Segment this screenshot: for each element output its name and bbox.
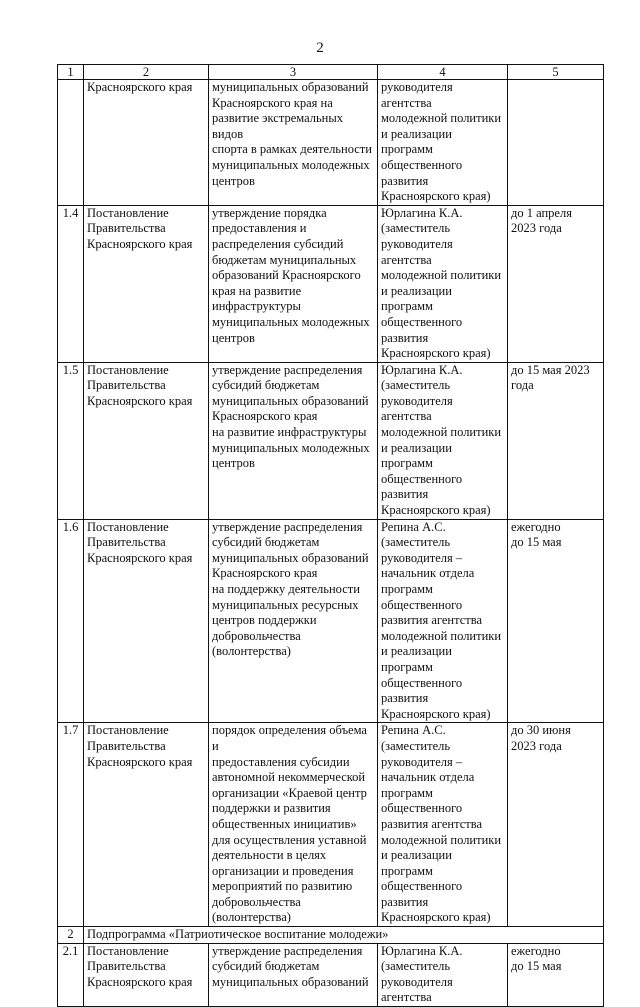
row-number: 1.5 (58, 362, 84, 519)
responsible-person-cell: Юрлагина К.А. (заместитель руководителя агентства молодежной политики и реализации программ общественного развития Красноярского края) (378, 362, 508, 519)
header-cell-3: 3 (209, 65, 378, 80)
document-type-cell: Постановление Правительства Красноярского края (84, 519, 209, 723)
deadline-cell: до 15 мая 2023 года (508, 362, 604, 519)
document-subject-cell: утверждение распределения субсидий бюджетам муниципальных образований Красноярского края на поддержку деятельности муниципальных ресурсных центров поддержки добровольчества (волонтерства) (209, 519, 378, 723)
document-table (57, 64, 604, 1007)
document-type-cell: Постановление Правительства Красноярского края (84, 362, 209, 519)
document-type-cell: Постановление Правительства Красноярского края (84, 205, 209, 362)
deadline-cell (508, 80, 604, 206)
table-header-row (58, 65, 604, 80)
table-row (58, 519, 604, 723)
table-row (58, 205, 604, 362)
header-cell-5: 5 (508, 65, 604, 80)
responsible-person-cell: руководителя агентства молодежной политики и реализации программ общественного развития Красноярского края) (378, 80, 508, 206)
subprogram-number: 2 (58, 927, 84, 944)
row-number: 1.4 (58, 205, 84, 362)
table-row (58, 723, 604, 927)
table-row (58, 943, 604, 1006)
header-cell-2: 2 (84, 65, 209, 80)
responsible-person-cell: Юрлагина К.А. (заместитель руководителя агентства молодежной политики и реализации программ общественного развития Красноярского края) (378, 205, 508, 362)
header-cell-4: 4 (378, 65, 508, 80)
deadline-cell: до 30 июня 2023 года (508, 723, 604, 927)
document-subject-cell: утверждение распределения субсидий бюджетам муниципальных образований (209, 943, 378, 1006)
row-number (58, 80, 84, 206)
row-number: 1.7 (58, 723, 84, 927)
document-type-cell: Постановление Правительства Красноярского края (84, 943, 209, 1006)
document-type-cell: Красноярского края (84, 80, 209, 206)
page-number: 2 (316, 40, 324, 56)
row-number: 1.6 (58, 519, 84, 723)
responsible-person-cell: Юрлагина К.А. (заместитель руководителя агентства (378, 943, 508, 1006)
document-subject-cell: муниципальных образований Красноярского края на развитие экстремальных видов спорта в рамках деятельности муниципальных молодежных центров (209, 80, 378, 206)
deadline-cell: ежегодно до 15 мая (508, 943, 604, 1006)
document-subject-cell: утверждение порядка предоставления и распределения субсидий бюджетам муниципальных образований Красноярского края на развитие инфраструктуры муниципальных молодежных центров (209, 205, 378, 362)
row-number: 2.1 (58, 943, 84, 1006)
table-row (58, 80, 604, 206)
document-subject-cell: порядок определения объема и предоставления субсидии автономной некоммерческой организации «Краевой центр поддержки и развития общественных инициатив» для осуществления уставной деятельности в целях организации и проведения мероприятий по развитию добровольчества (волонтерства) (209, 723, 378, 927)
responsible-person-cell: Репина А.С. (заместитель руководителя – начальник отдела программ общественного развития агентства молодежной политики и реализации программ общественного развития Красноярского края) (378, 723, 508, 927)
subprogram-title: Подпрограмма «Патриотическое воспитание молодежи» (84, 927, 604, 944)
responsible-person-cell: Репина А.С. (заместитель руководителя – начальник отдела программ общественного развития агентства молодежной политики и реализации программ общественного развития Красноярского края) (378, 519, 508, 723)
header-cell-1: 1 (58, 65, 84, 80)
subprogram-row (58, 927, 604, 944)
document-subject-cell: утверждение распределения субсидий бюджетам муниципальных образований Красноярского края на развитие инфраструктуры муниципальных молодежных центров (209, 362, 378, 519)
deadline-cell: до 1 апреля 2023 года (508, 205, 604, 362)
deadline-cell: ежегодно до 15 мая (508, 519, 604, 723)
document-type-cell: Постановление Правительства Красноярского края (84, 723, 209, 927)
table-row (58, 362, 604, 519)
